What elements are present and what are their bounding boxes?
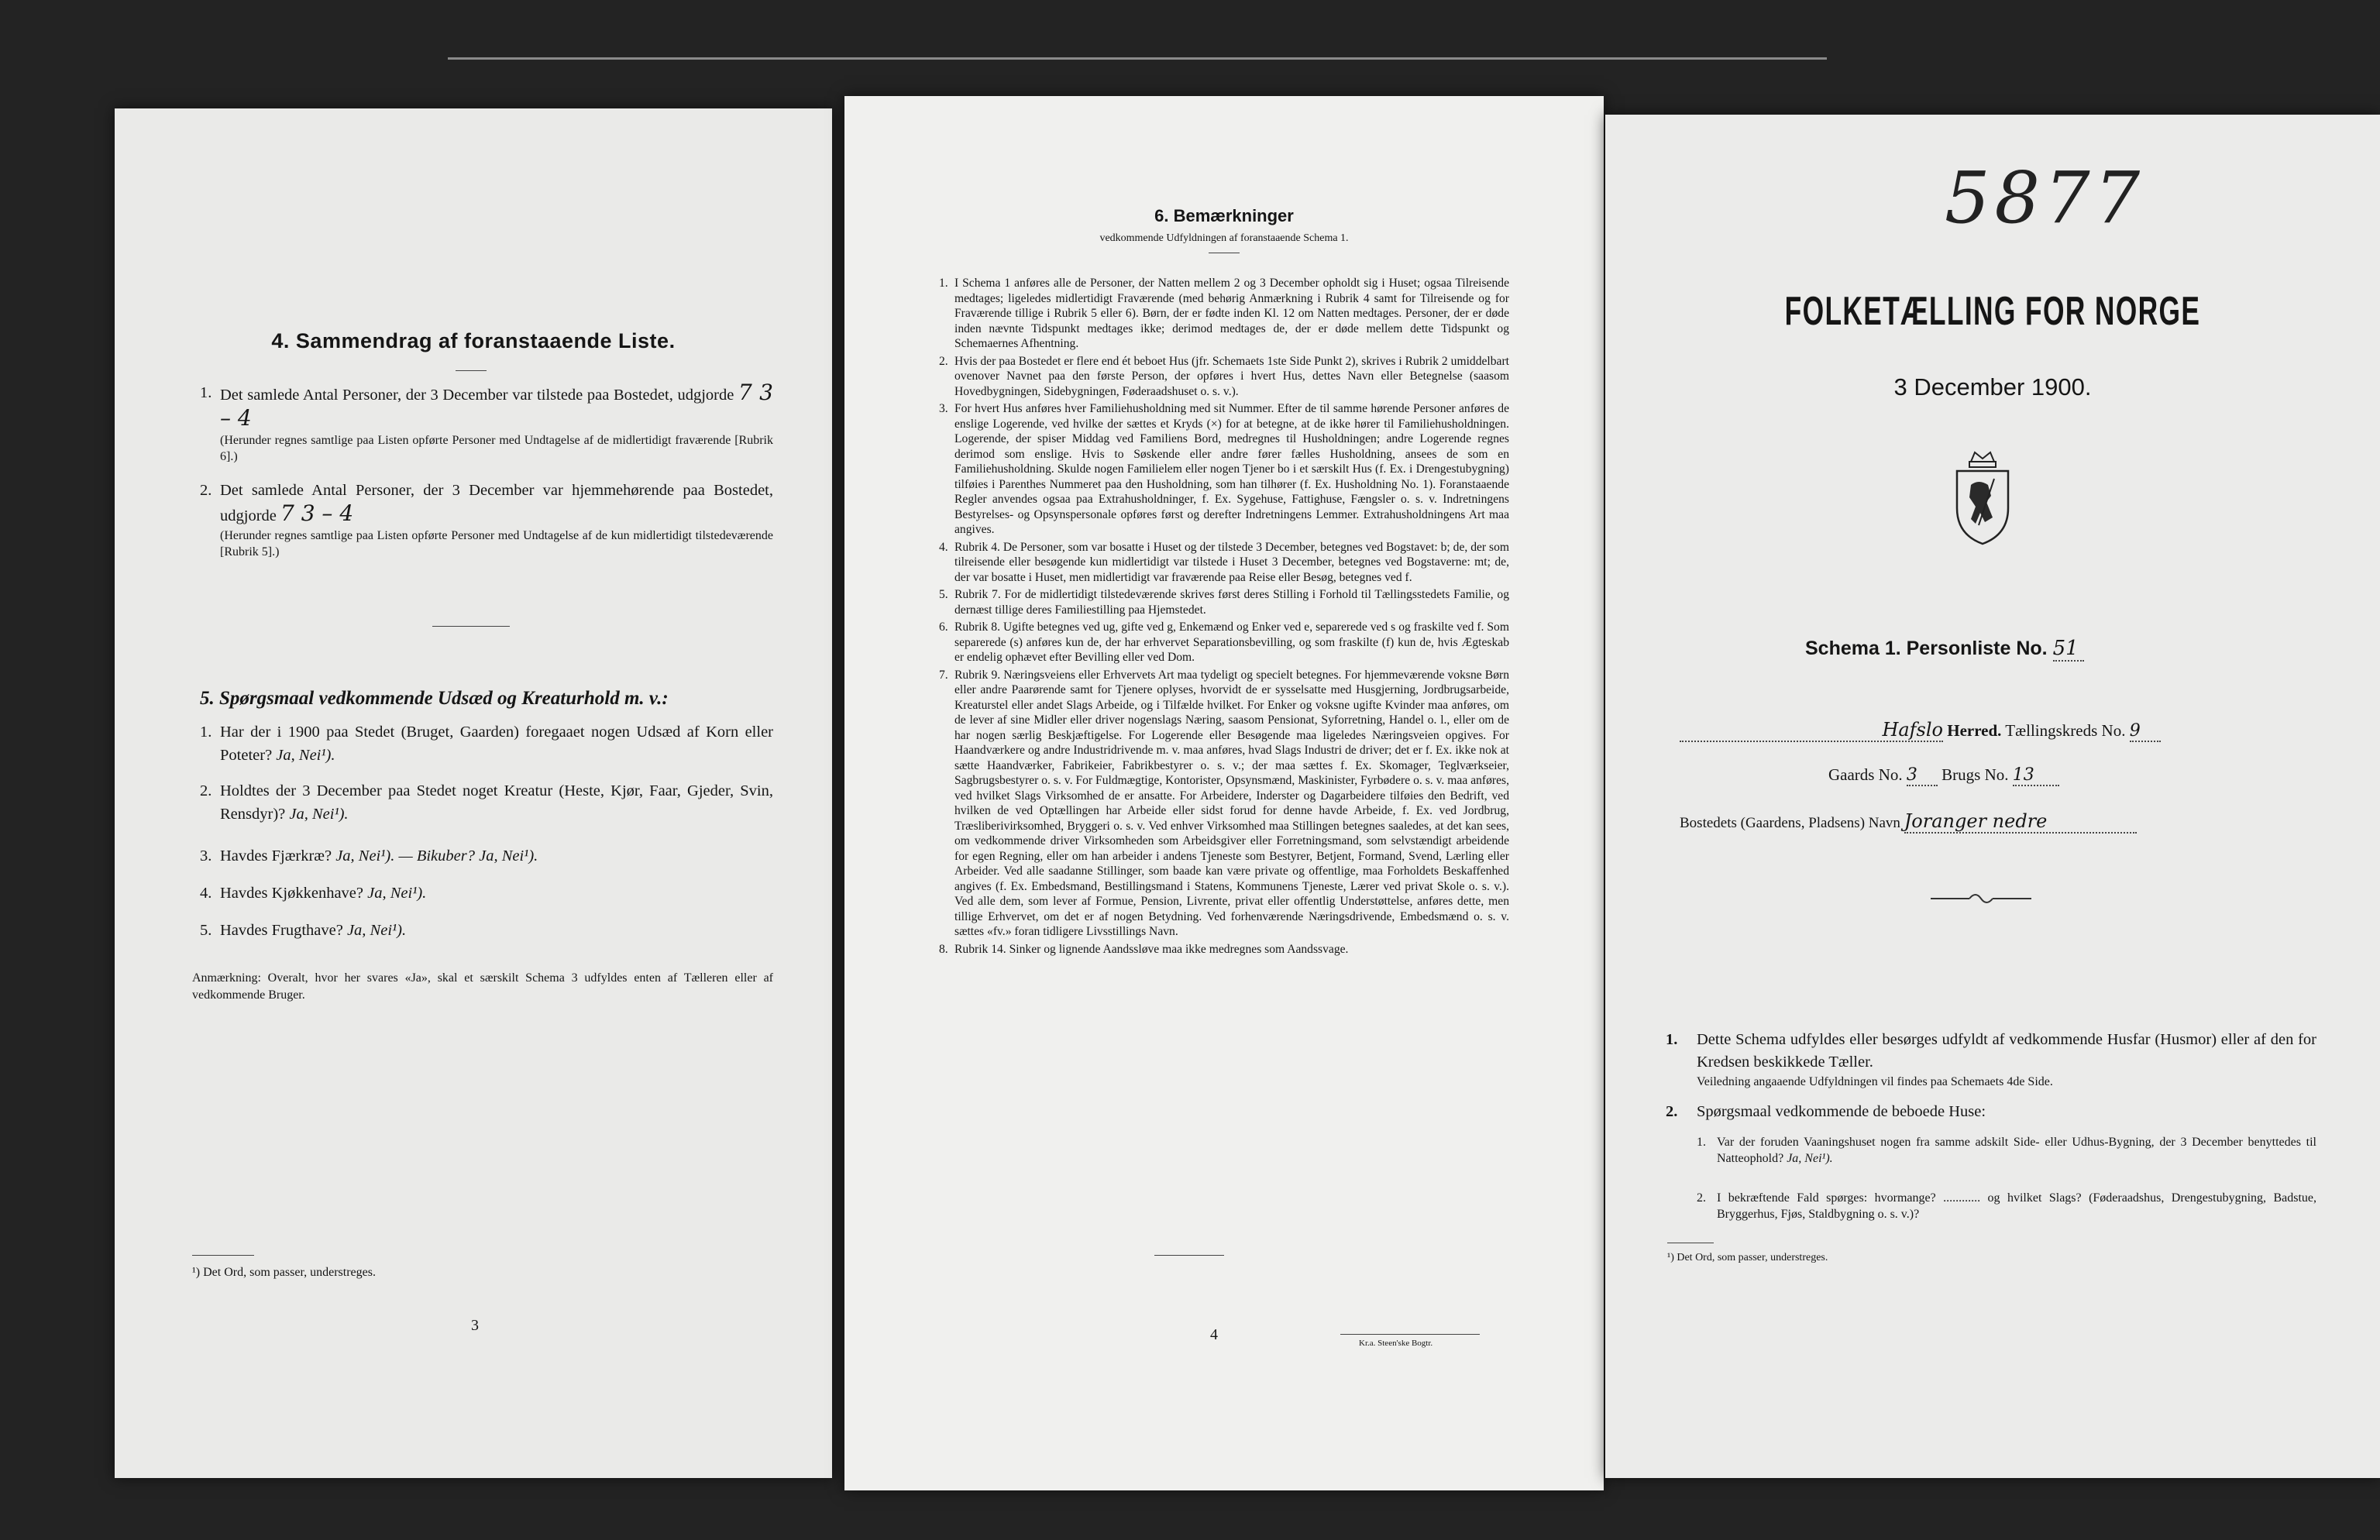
instruction-2-2-text: I bekræftende Fald spørges: hvormange? ............ og hvilket Slags? (Føderaadshus, Drengestubygning, Badstue, Bryggerhus, Fjøs, Staldbygning o. s. v.)? [1717,1191,2316,1221]
remark-item [939,668,1509,940]
question-1: 1. Har der i 1900 paa Stedet (Bruget, Gaarden) foregaaet nogen Udsæd af Korn eller Poteter? Ja, Nei¹). [200,724,773,764]
page-number: 4 [1210,1326,1218,1343]
bosted-label: Bostedets (Gaardens, Pladsens) Navn [1680,815,1900,831]
ornament-divider-icon [1931,889,2031,908]
remark-item [939,354,1509,400]
remark-number: 7. [939,668,948,682]
remark-text: Rubrik 9. Næringsveiens eller Erhvervets Art maa tydeligt og specielt betegnes. For hjemmeværende voksne Børn eller andre Paarørende samt for Tjenere oplyses, hvorvidt de er sysselsatte med Husgjerning, Jordbrugsarbeide, Kreaturstel eller andet Slags Arbeide, og i Tilfælde hvilket. For Enker og voksne ugifte Kvinder maa anføres, om de lever af sine Midler eller driver nogenslags Næring, saasom Pensionat, Syforretning, Handel o. l., eller om de har nogen særlig Beskjæftigelse. For Logerende eller Besøgende maa ligeledes Næringsveien opgives. For Haandværkere og andre Industridrivende m. v. maa anføres, hvad Slags Industri de driver; det er f. Ex. ikke nok at sætte Haandværker, Fabrikeier, Fabrikbestyrer o. s. v.; der maa sættes f. Ex. Skomager, Teglværkseier, Sagbrugsbestyrer o. s. v. For Fuldmægtige, Kontorister, Opsynsmænd, Maskinister, Fyrbødere o. s. v. maa anføres, ved hvilket Slags Virksomhed de er ansatte. For Arbeidere, Inderster og Dagarbeidere tilføies den Bedrift, ved hvilken de ved Optællingen har Arbeide eller sidst forud for denne havde Arbeide, f. Ex. ved Jordbrug, Træsliberivirksomhed, Bryggeri o. s. v. Ved enhver Virksomhed maa Stillingen betegnes saaledes, at det kan sees, om vedkommende driver Virksomheden som Arbeidsgiver eller Forretningsmand, som selvstændigt arbeidende for egen Regning, eller om han arbeider i andens Tjeneste som Bestyrer, Betjent, Formand, Svend, Lærling eller Arbeider. Ved alle saadanne Stillinger, som baade kan være private og offentlige, maa Forholdets Beskaffenhed angives (f. Ex. Embedsmand, Bestillingsmand i Statens, Kommunens Tjeneste, Lærer ved privat Skole o. s. v.). Ved alle dem, som lever af Formue, Pension, Livrente, privat eller offentlig Understøttelse, anføres dette, men tillige Erhvervet, om det er af nogen Betydning. Ved forhenværende Næringsdrivende, Embedsmænd o. s. v. sættes «fv.» foran tidligere Livsstillings Navn. [954,668,1509,938]
remark-text: For hvert Hus anføres hver Familiehusholdning med sit Nummer. Efter de til samme hørende Personer anføres de enslige Logerende, ved hvilke der sættes et Kryds (×) for at betegne, at de ikke hører til Familiehusholdningen. Logerende, der spiser Middag ved Familiens Bord, medregnes til Husholdningen; andre Logerende regnes derimod som enslige. Hvis to Søskende eller andre fører fælles Husholdning, ansees de som en Familiehusholdning. Skulde nogen Familielem eller nogen Tjener bo i et særskilt Hus (f. Ex. i Drengestubygning) tilføies i Parenthes Nummeret paa den Husholdning, som han tilhører (f. Ex. Husholdning No. 1). Foranstaaende Regler anvendes ogsaa paa Extrahusholdninger, f. Ex. Sygehuse, Fattighuse, Fængsler o. s. v. Indretningens Bestyrelses- og Opsynspersonale opføres først og derefter Indretningens Lemmer. Extrahusholdningens Art maa angives. [954,402,1509,536]
summary-item-2-value: 7 3 – 4 [280,500,354,526]
census-date: 3 December 1900. [1893,373,2092,400]
question-2: 2. Holdtes der 3 December paa Stedet noget Kreatur (Heste, Kjør, Faar, Gjeder, Svin, Rensdyr)? Ja, Nei¹). [200,782,773,823]
archive-number: 5877 [1945,156,2145,239]
instruction-2-1-text: Var der foruden Vaaningshuset nogen fra samme adskilt Side- eller Udhus-Bygning, der 3 December benyttedes til Natteophold? [1717,1136,2316,1165]
remark-text: Rubrik 4. De Personer, som var bosatte i Huset og der tilstede 3 December, betegnes ved Bogstavet: b; de, der som tilreisende eller besøgende kun midlertidigt var tilstede i Huset 3 December, betegnes ved Bogstaverne: mt; de, der var bosatte i Huset, men midlertidigt var fraværende paa Reise eller Besøg, betegnes ved f. [954,540,1509,584]
divider [432,626,510,627]
question-3-answer: Ja, Nei¹). — Bikuber? [335,847,475,865]
instruction-1-text: Dette Schema udfyldes eller besørges udfyldt af vedkommende Husfar (Husmor) eller af den for Kredsen beskikkede Tæller. [1697,1031,2316,1071]
remark-number: 3. [939,402,948,415]
bosted-value: Joranger nedre [1904,810,2137,834]
remarks-list [939,276,1509,959]
remark-number: 1. [939,277,948,290]
instruction-2-1: 1. Var der foruden Vaaningshuset nogen fra samme adskilt Side- eller Udhus-Bygning, der 3 December benyttedes til Natteophold? Ja, Nei¹). [1697,1136,2316,1165]
question-4-text: Havdes Kjøkkenhave? [220,885,364,902]
remark-text: Rubrik 8. Ugifte betegnes ved ug, gifte ved g, Enkemænd og Enker ved e, separerede ved s og fraskilte ved f. Som separerede (s) anføres kun de, der har erhvervet Separationsbevilling, og som fraskilte (f) kun de, hvis Ægteskab er endelig ophævet efter Bevilling eller ved Dom. [954,620,1509,664]
question-3-text: Havdes Fjærkræ? [220,847,332,865]
question-3: 3. Havdes Fjærkræ? Ja, Nei¹). — Bikuber? Ja, Nei¹). [200,847,538,865]
instruction-2-1-answer: Ja, Nei¹). [1787,1152,1833,1165]
footnote: ¹) Det Ord, som passer, understreges. [192,1266,376,1279]
schema-label: Schema 1. Personliste No. [1805,638,2048,659]
remark-item [939,401,1509,538]
remark-item [939,587,1509,617]
footnote-rule [192,1255,254,1256]
question-2-answer: Ja, Nei¹). [289,806,349,823]
question-4: 4. Havdes Kjøkkenhave? Ja, Nei¹). [200,885,427,902]
instruction-2-text: Spørgsmaal vedkommende de beboede Huse: [1697,1103,1986,1120]
summary-item-2: 2. Det samlede Antal Personer, der 3 December var hjemmehørende paa Bostedet, udgjorde 7 3 – 4 (Herunder regnes samtlige paa Listen opførte Personer med Undtagelse af de kun midlertidigt tilstedeværende [Rubrik 5].) [200,482,773,559]
remark-number: 6. [939,620,948,634]
footnote: ¹) Det Ord, som passer, understreges. [1667,1252,1828,1263]
printer-rule [1340,1334,1480,1335]
page-4 [844,96,1604,1490]
herred-label: Herred. [1947,721,2002,740]
summary-item-1: 1. Det samlede Antal Personer, der 3 December var tilstede paa Bostedet, udgjorde 7 3 – 4 (Herunder regnes samtlige paa Listen opførte Personer med Undtagelse af de midlertidigt fraværende [Rubrik 6].) [200,380,774,463]
herred-value: Hafslo [1882,719,1943,741]
remark-item [939,620,1509,665]
remark-item [939,276,1509,352]
remark-text: I Schema 1 anføres alle de Personer, der Natten mellem 2 og 3 December opholdt sig i Huset; ogsaa Tilreisende medtages; ligeledes midlertidigt Fraværende (med behørig Anmærkning i Rubrik 4 samt for Tilreisende og for Fraværende tillige i Rubrik 5 eller 6). Børn, der er fødte inden Kl. 12 om Natten medtages. Personer, der er døde inden nævnte Tidspunkt medtages ikke; derimod medtages de, der er døde mellem dette Tidspunkt og Schemaernes Afhentning. [954,277,1509,350]
instruction-2: 2. Spørgsmaal vedkommende de beboede Huse: [1666,1100,2316,1123]
brugs-label: Brugs No. [1941,765,2009,784]
divider [456,370,487,371]
question-4-answer: Ja, Nei¹). [367,885,427,902]
printer-imprint: Kr.a. Steen'ske Bogtr. [1359,1339,1433,1348]
page-number: 3 [471,1317,479,1334]
question-5: 5. Havdes Frugthave? Ja, Nei¹). [200,922,407,939]
remark-number: 8. [939,942,948,956]
instruction-2-2: 2. I bekræftende Fald spørges: hvormange? ............ og hvilket Slags? (Føderaadshus, Drengestubygning, Badstue, Bryggerhus, Fjøs, Staldbygning o. s. v.)? [1697,1191,2316,1221]
summary-item-1-value: 7 3 – 4 [220,380,774,431]
norway-coat-of-arms-icon [1948,448,2017,548]
remarks-title: 6. Bemærkninger [1154,206,1294,225]
schema-number: 51 [2053,637,2084,662]
remark-text: Rubrik 14. Sinker og lignende Aandssløve maa ikke medregnes som Aandssvage. [954,942,1349,956]
remark-number: 5. [939,588,948,601]
question-1-answer: Ja, Nei¹). [276,747,335,764]
summary-item-2-note: (Herunder regnes samtlige paa Listen opførte Personer med Undtagelse af de kun midlertidigt tilstedeværende [Rubrik 5].) [220,529,773,559]
page-1 [1605,115,2380,1478]
instruction-1-note: Veiledning angaaende Udfyldningen vil findes paa Schemaets 4de Side. [1697,1075,2053,1088]
question-5-answer: Ja, Nei¹). [346,922,407,939]
remark-number: 2. [939,354,948,368]
gaards-label: Gaards No. [1828,765,1903,784]
krets-value: 9 [2130,721,2161,742]
divider [1154,1255,1224,1256]
instruction-1: 1. Dette Schema udfyldes eller besørges udfyldt af vedkommende Husfar (Husmor) eller af den for Kredsen beskikkede Tæller. Veiledning angaaende Udfyldningen vil findes paa Schemaets 4de Side. [1666,1029,2316,1090]
remark-item [939,942,1509,957]
remark-number: 4. [939,540,948,554]
section-5-title: 5. Spørgsmaal vedkommende Udsæd og Kreaturhold m. v.: [200,688,669,709]
question-5-text: Havdes Frugthave? [220,922,343,939]
section-4-title: 4. Sammendrag af foranstaaende Liste. [271,329,676,352]
remark-text: Rubrik 7. For de midlertidigt tilstedeværende skrives først deres Stilling i Forhold til Tællingsstedets Familie, og dernæst tillige deres Familiestilling paa Hjemstedet. [954,588,1509,617]
summary-item-1-text: Det samlede Antal Personer, der 3 December var tilstede paa Bostedet, udgjorde [220,387,734,404]
page-3 [115,108,832,1478]
form-title: FOLKETÆLLING FOR NORGE [1784,289,2201,334]
question-3-answer-2: Ja, Nei¹). [479,847,538,865]
summary-item-2-text: Det samlede Antal Personer, der 3 December var hjemmehørende paa Bostedet, udgjorde [220,482,773,524]
gaards-value: 3 [1907,765,1938,786]
remarks-subtitle: vedkommende Udfyldningen af foranstaaende Schema 1. [1099,232,1349,244]
remark-item [939,540,1509,586]
scanner-edge-line [448,57,1827,60]
question-2-text: Holdtes der 3 December paa Stedet noget Kreatur (Heste, Kjør, Faar, Gjeder, Svin, Rensdyr)? [220,782,773,823]
remark-text: Hvis der paa Bostedet er flere end ét beboet Hus (jfr. Schemaets 1ste Side Punkt 2), skrives i Rubrik 2 umiddelbart ovenover Navnet paa den første Person, der opføres i hvert Hus, dettes Navn eller Betegnelse (saasom Hovedbygningen, Sidebygningen, Føderaadshuset o. s. v.). [954,354,1509,398]
brugs-value: 13 [2013,765,2059,786]
question-1-text: Har der i 1900 paa Stedet (Bruget, Gaarden) foregaaet nogen Udsæd af Korn eller Poteter? [220,724,773,764]
remark-note: Anmærkning: Overalt, hvor her svares «Ja», skal et særskilt Schema 3 udfyldes enten af Tælleren eller af vedkommende Bruger. [192,971,773,1002]
summary-item-1-note: (Herunder regnes samtlige paa Listen opførte Personer med Undtagelse af de midlertidigt fraværende [Rubrik 6].) [220,434,773,463]
krets-label: Tællingskreds No. [2005,721,2126,740]
